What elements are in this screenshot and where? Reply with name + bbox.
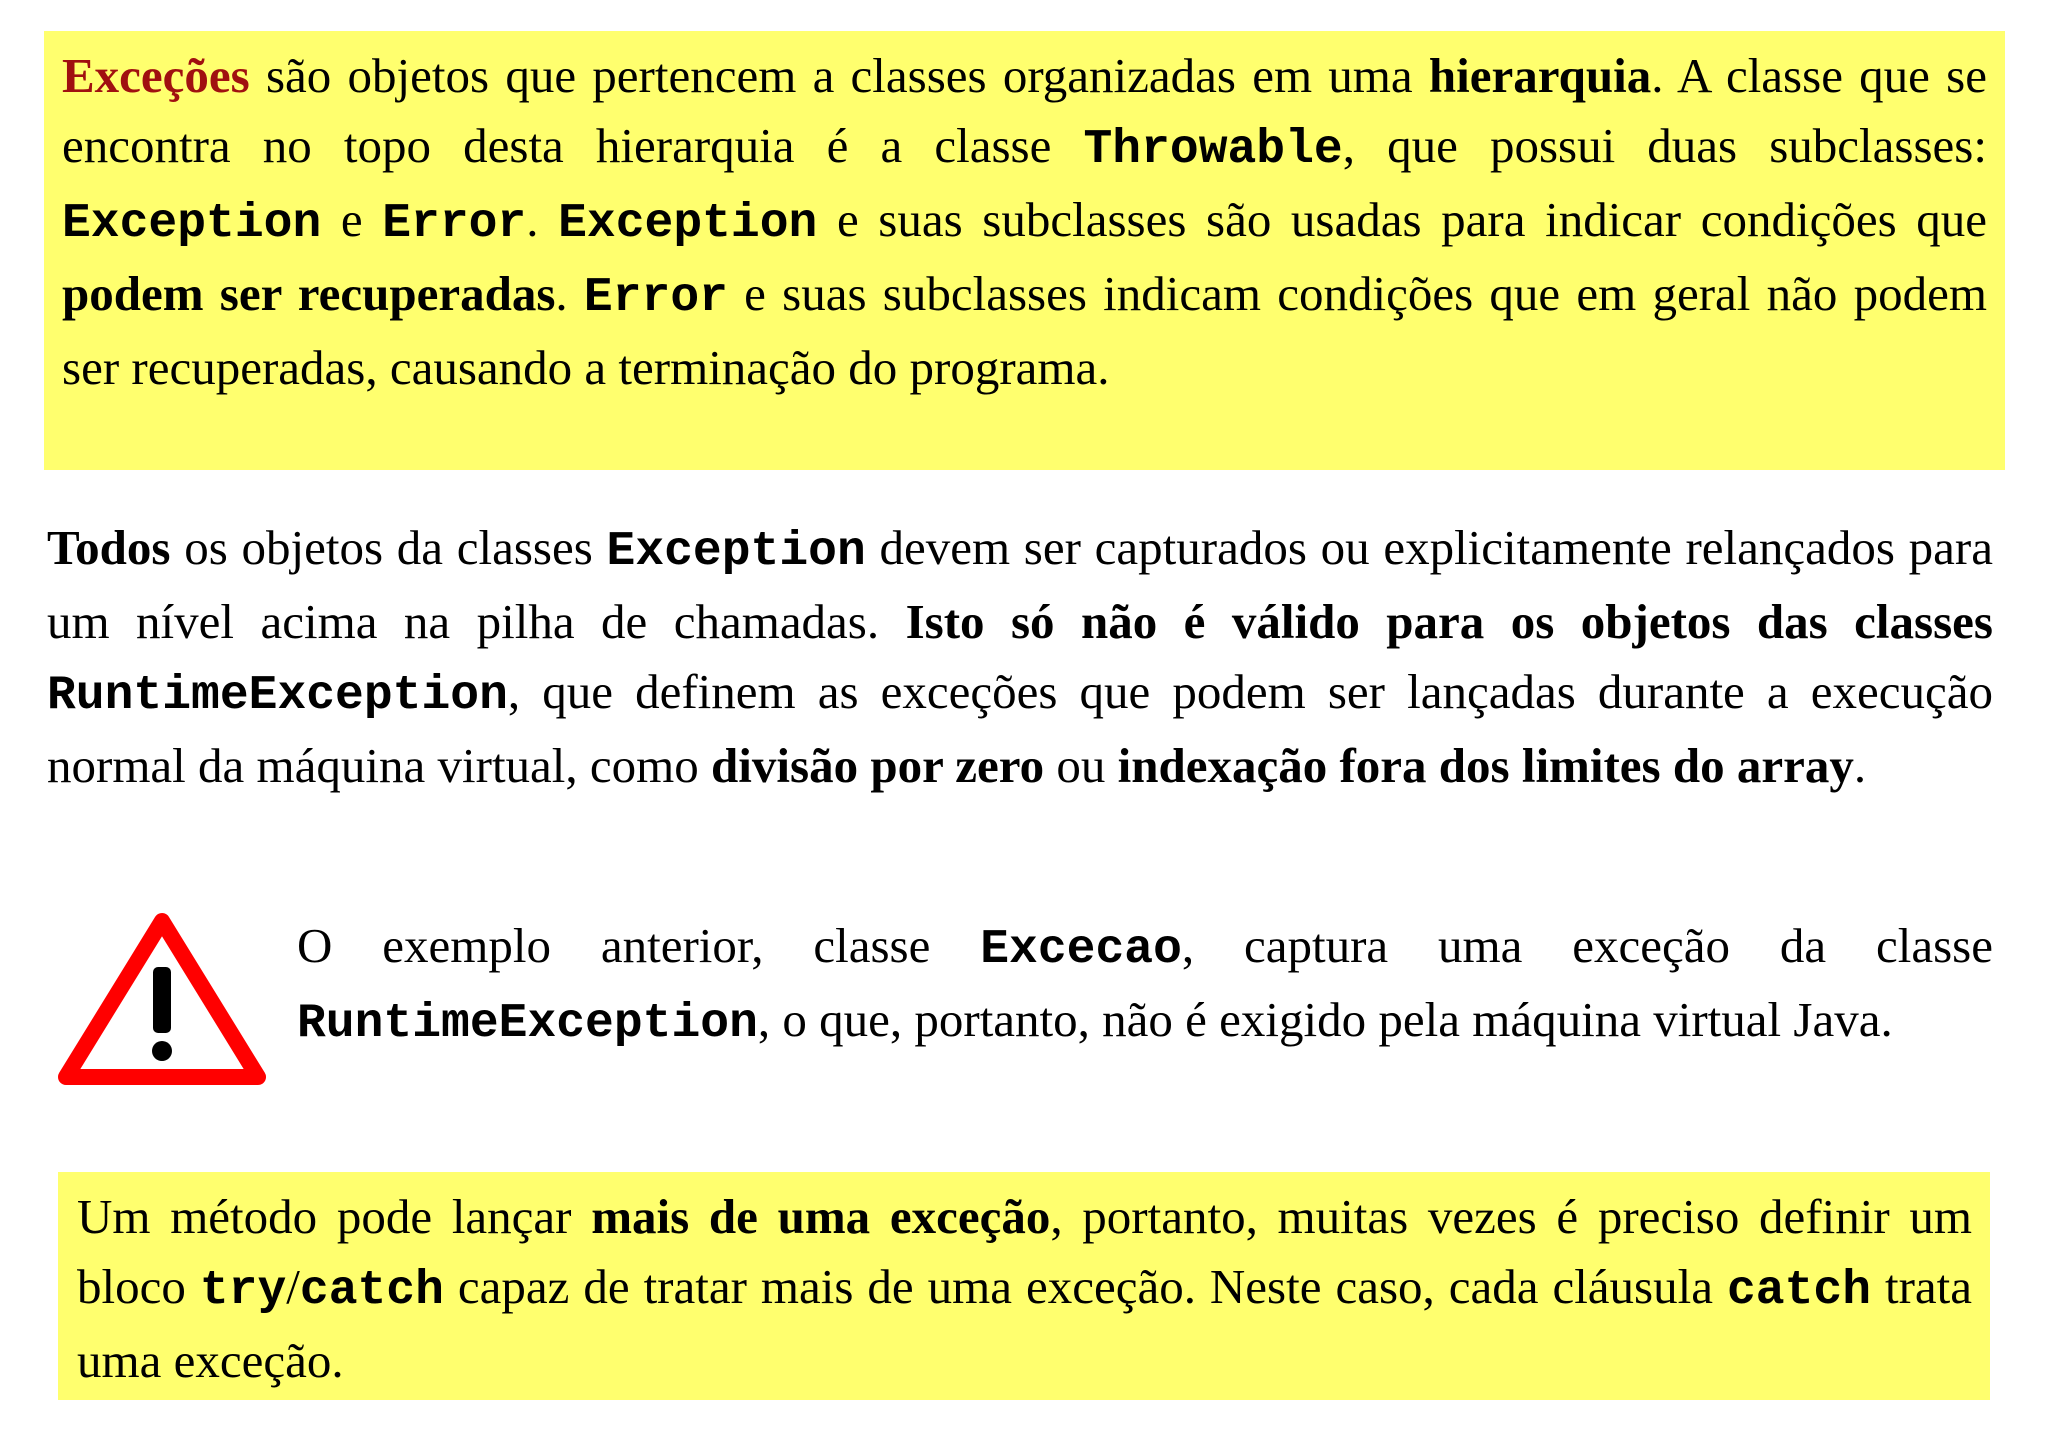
warning-icon	[55, 905, 269, 1091]
term-excecoes: Exceções	[62, 48, 250, 103]
term-podem-ser-recuperadas: podem ser recuperadas	[62, 266, 556, 321]
code-error: Error	[583, 271, 728, 325]
warning-exclamation-dot	[152, 1041, 172, 1061]
text-span: .	[1853, 738, 1867, 793]
text-span: ou	[1044, 738, 1118, 793]
exceptions-hierarchy-text	[62, 41, 1987, 403]
text-span: .	[555, 266, 584, 321]
text-span: e	[321, 192, 383, 247]
text-span: Um método pode lançar	[77, 1189, 592, 1244]
code-error: Error	[382, 197, 527, 251]
multiple-catch-note	[58, 1172, 1990, 1400]
text-span: capaz de tratar mais de uma exceção. Neste caso, cada cláusula	[443, 1259, 1727, 1314]
code-runtimeexception: RuntimeException	[297, 997, 758, 1051]
term-indexacao-fora-dos-limites: indexação fora dos limites do array	[1117, 738, 1854, 793]
multiple-catch-text	[77, 1182, 1972, 1396]
code-throwable: Throwable	[1083, 123, 1343, 177]
code-catch: catch	[1726, 1264, 1871, 1318]
text-span: . A classe que se encontra no topo desta hierarquia é a classe	[62, 48, 1987, 173]
text-span: /	[286, 1259, 300, 1314]
text-span: e suas subclasses são usadas para indicar condições que	[817, 192, 1988, 247]
text-span: , que possui duas subclasses:	[1342, 118, 1987, 173]
text-span: , captura uma exceção da classe	[1181, 918, 1993, 973]
term-todos: Todos	[47, 520, 171, 575]
text-span: O exemplo anterior, classe	[297, 918, 981, 973]
text-span: os objetos da classes	[170, 520, 607, 575]
text-span: e suas subclasses indicam condições que em geral não podem ser recuperadas, causando a terminação do programa.	[62, 266, 1988, 395]
text-span: .	[526, 192, 559, 247]
code-exception: Exception	[62, 197, 322, 251]
term-mais-de-uma-excecao: mais de uma exceção	[591, 1189, 1051, 1244]
term-hierarquia: hierarquia	[1428, 48, 1652, 103]
code-exception: Exception	[558, 197, 818, 251]
exception-capture-text	[47, 513, 1993, 801]
code-excecao: Excecao	[980, 923, 1182, 977]
code-exception: Exception	[606, 525, 866, 579]
text-span: são objetos que pertencem a classes organizadas em uma	[249, 48, 1429, 103]
term-isto-so-nao-e-valido: Isto só não é válido para os objetos das classes	[905, 594, 1993, 649]
text-span: trata uma exceção.	[77, 1259, 1973, 1388]
text-span: , portanto, muitas vezes é preciso definir um bloco	[77, 1189, 1972, 1314]
warning-note-text	[297, 911, 1993, 1059]
term-divisao-por-zero: divisão por zero	[711, 738, 1045, 793]
exceptions-hierarchy-note	[44, 31, 2005, 470]
exception-capture-paragraph	[47, 513, 1993, 801]
warning-note	[297, 911, 1993, 1059]
warning-exclamation-bar	[153, 967, 171, 1033]
code-runtimeexception: RuntimeException	[47, 669, 508, 723]
text-span: , o que, portanto, não é exigido pela máquina virtual Java.	[757, 992, 1893, 1047]
code-catch: catch	[299, 1264, 444, 1318]
text-span: , que definem as exceções que podem ser lançadas durante a execução normal da máquina virtual, como	[47, 664, 1993, 793]
code-try: try	[199, 1264, 287, 1318]
text-span: devem ser capturados ou explicitamente relançados para um nível acima na pilha de chamadas.	[47, 520, 1993, 649]
